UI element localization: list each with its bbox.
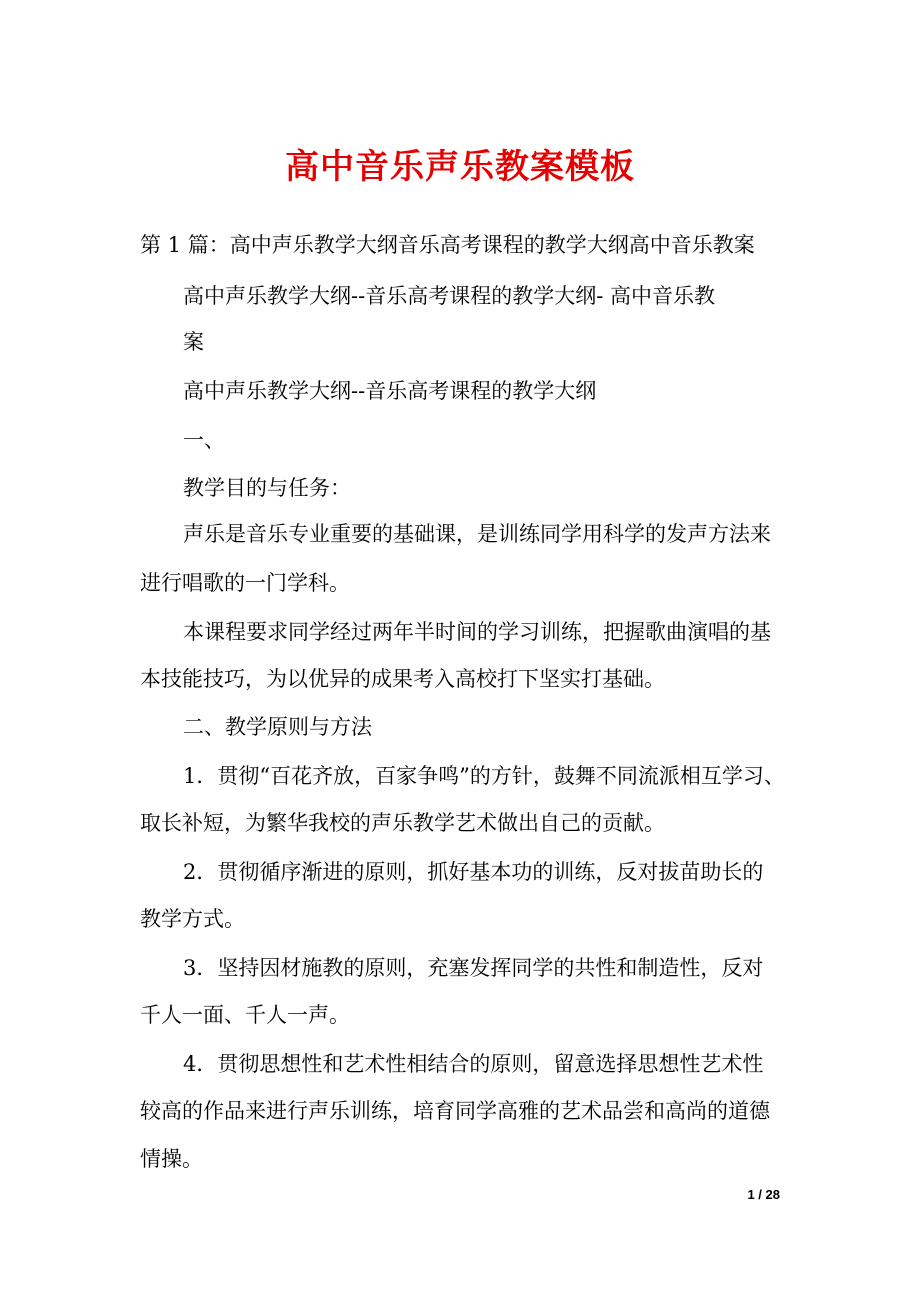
paragraph-line: 本技能技巧，为以优异的成果考入高校打下坚实打基础。 xyxy=(140,667,665,691)
paragraph-line: 教学方式。 xyxy=(140,907,245,931)
paragraph-line: 千人一面、千人一声。 xyxy=(140,1003,350,1027)
paragraph-line: 较高的作品来进行声乐训练，培育同学高雅的艺术品尝和高尚的道德 xyxy=(140,1099,770,1123)
paragraph-line: 情操。 xyxy=(140,1147,203,1171)
paragraph-line: 声乐是音乐专业重要的基础课，是训练同学用科学的发声方法来 xyxy=(183,522,771,546)
section-heading: 二、教学原则与方法 xyxy=(183,715,372,739)
paragraph-line: 进行唱歌的一门学科。 xyxy=(140,571,350,595)
paragraph-line: 本课程要求同学经过两年半时间的学习训练，把握歌曲演唱的基 xyxy=(183,620,771,644)
document-title: 高中音乐声乐教案模板 xyxy=(285,147,635,187)
paragraph-line: 1．贯彻“百花齐放，百家争鸣”的方针，鼓舞不同流派相互学习、 xyxy=(183,764,785,788)
paragraph-line: 高中声乐教学大纲--音乐高考课程的教学大纲- 高中音乐教 xyxy=(183,284,715,308)
paragraph-line: 一、 xyxy=(183,428,225,452)
paragraph-line: 4．贯彻思想性和艺术性相结合的原则，留意选择思想性艺术性 xyxy=(183,1052,764,1076)
page-number: 1 / 28 xyxy=(747,1187,780,1202)
paragraph-line: 3．坚持因材施教的原则，充塞发挥同学的共性和制造性，反对 xyxy=(183,956,764,980)
section-heading: 第 1 篇：高中声乐教学大纲音乐高考课程的教学大纲高中音乐教案 xyxy=(140,233,755,257)
paragraph-line: 取长补短，为繁华我校的声乐教学艺术做出自己的贡献。 xyxy=(140,811,665,835)
paragraph-line: 高中声乐教学大纲--音乐高考课程的教学大纲 xyxy=(183,379,597,403)
paragraph-line: 2．贯彻循序渐进的原则，抓好基本功的训练，反对拔苗助长的 xyxy=(183,860,764,884)
paragraph-line: 案 xyxy=(183,330,204,354)
paragraph-line: 教学目的与任务： xyxy=(183,476,351,500)
